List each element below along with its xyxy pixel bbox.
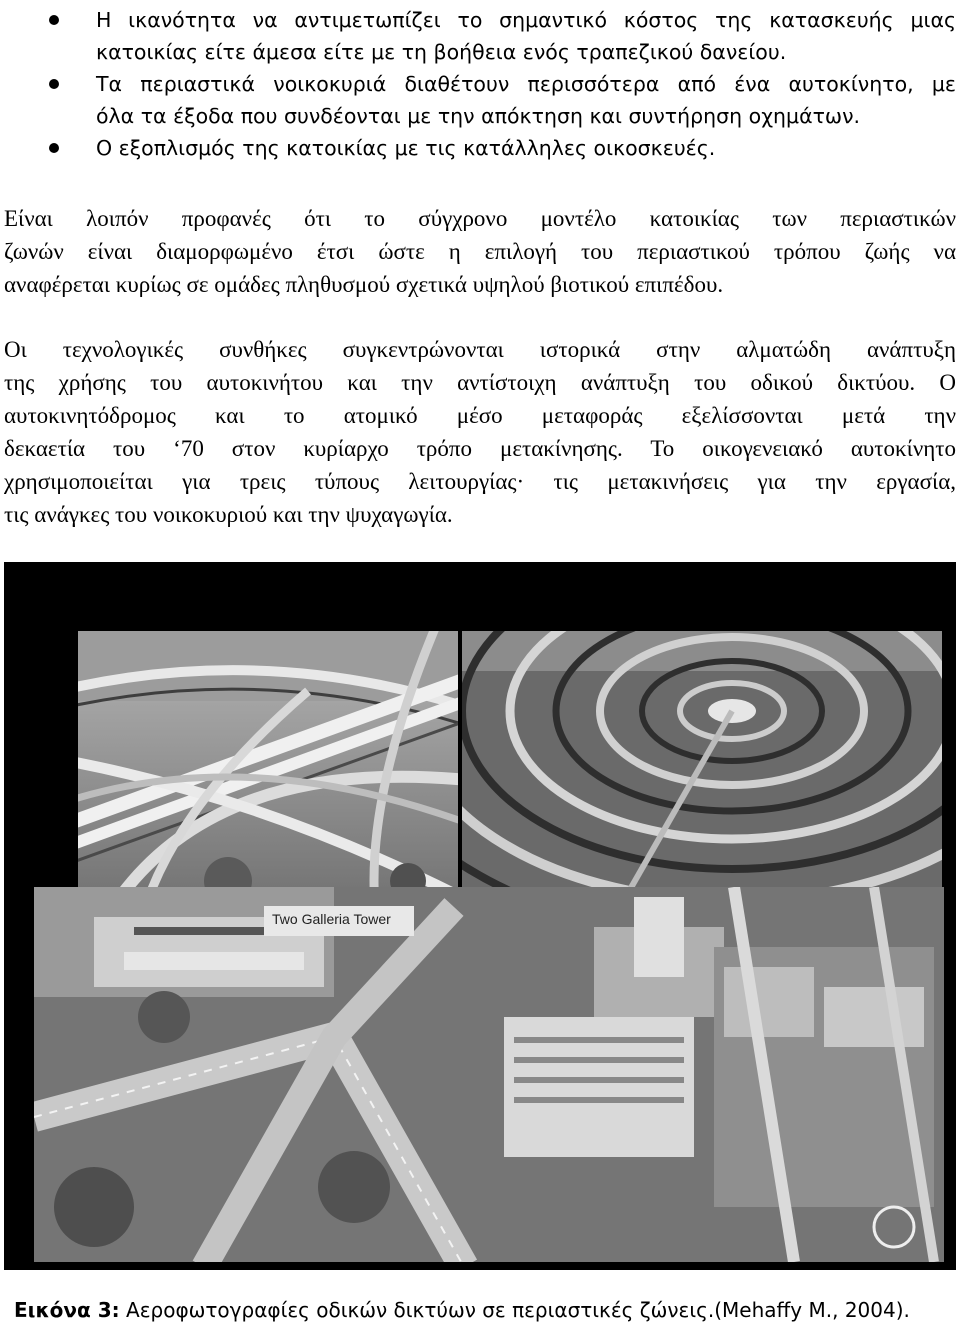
text-line: ζωνών είναι διαμορφωμένο έτσι ώστε η επιλογή του περιαστικού τρόπου ζωής να [4,239,956,264]
circular-subdivision-photo [462,631,942,921]
text-line: της χρήσης του αυτοκινήτου και την αντίστοιχη ανάπτυξη του οδικού δικτύου. Ο [4,370,956,395]
highway-interchange-drawing [78,631,458,921]
text-line: αναφέρεται κυρίως σε ομάδες πληθυσμού σχετικά υψηλού βιοτικού επιπέδου. [4,272,724,297]
text-line: χρησιμοποιείται για τρεις τύπους λειτουργίας· τις μετακινήσεις για την εργασία, [4,469,956,494]
text-line: Είναι λοιπόν προφανές ότι το σύγχρονο μοντέλο κατοικίας των περιαστικών [4,206,956,231]
text-line: Ο εξοπλισμός της κατοικίας με τις κατάλληλες οικοσκευές. [96,136,716,160]
text-line: Οι τεχνολογικές συνθήκες συγκεντρώνονται ιστορικά στην αλματώδη ανάπτυξη [4,337,956,362]
building-sign [264,906,414,936]
text-line: Η ικανότητα να αντιμετωπίζει το σημαντικό κόστος της κατασκευής μιας [96,8,956,32]
circular-subdivision-drawing [462,631,942,921]
bullet-item [0,4,960,68]
bullet-dot-icon [49,79,59,89]
text-line: Τα περιαστικά νοικοκυριά διαθέτουν περισσότερα από ένα αυτοκίνητο, με [96,72,956,96]
bullet-dot-icon [49,15,59,25]
bullet-item [0,68,960,132]
text-line: κατοικίας είτε άμεσα είτε με τη βοήθεια ενός τραπεζικού δανείου. [96,40,787,64]
paragraph [4,202,956,301]
office-complex-drawing [34,887,944,1262]
aerial-photo-collage [4,562,956,1270]
text-line: τις ανάγκες του νοικοκυριού και την ψυχαγωγία. [4,502,453,527]
text-line: αυτοκινητόδρομος και το ατομικό μέσο μεταφοράς εξελίσσονται μετά την [4,403,956,428]
paragraph [4,333,956,531]
office-complex-photo [34,887,944,1262]
highway-interchange-photo [78,631,458,921]
text-line: δεκαετία του ‘70 στον κυρίαρχο τρόπο μετακίνησης. Το οικογενειακό αυτοκίνητο [4,436,956,461]
building-sign-text: Two Galleria Tower [272,911,391,927]
text-line: όλα τα έξοδα που συνδέονται με την απόκτηση και συντήρηση οχημάτων. [96,104,861,128]
figure-caption-text: Αεροφωτογραφίες οδικών δικτύων σε περιαστικές ζώνεις.(Mehaffy M., 2004). [119,1298,910,1322]
figure-caption-label: Εικόνα 3: [14,1298,120,1322]
bullet-dot-icon [49,143,59,153]
figure-caption [14,1296,910,1324]
bullet-item [0,132,960,164]
